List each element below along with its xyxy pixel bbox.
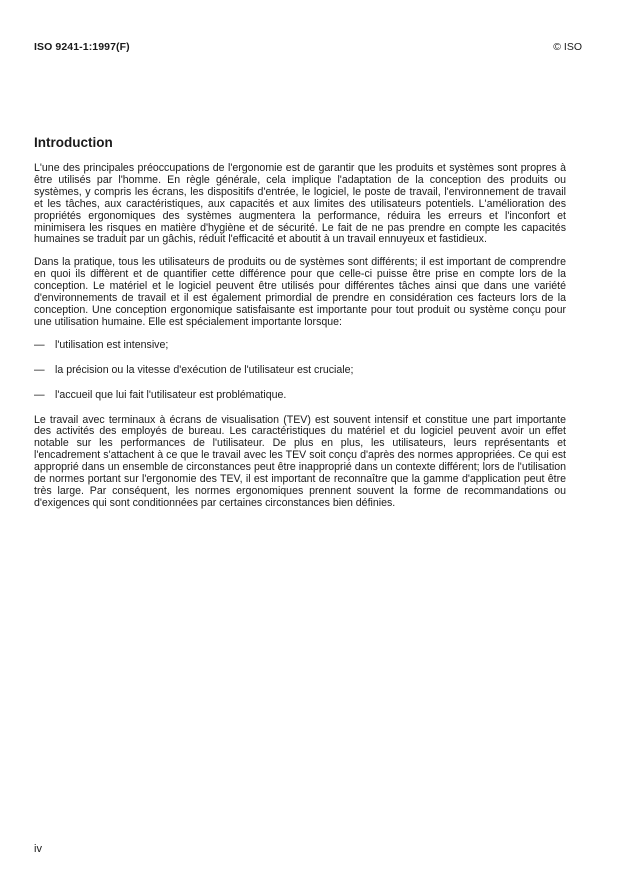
- paragraph: Dans la pratique, tous les utilisateurs de produits ou de systèmes sont différents; il est important de comprendre en quoi ils diffèrent et de quantifier cette différence pour que celle-ci puisse être prise en compte lors de la conception. Le matériel et le logiciel peuvent être utilisés pour différentes tâches ainsi que dans une variété d'environnements de travail et il est également primordial de prendre en considération ces facteurs lors de la conception. Une conception ergonomique satisfaisante est importante pour tout produit ou système conçu pour une utilisation humaine. Elle est spécialement importante lorsque:: [34, 256, 566, 328]
- copyright-notice: © ISO: [553, 41, 582, 53]
- page-number: iv: [34, 843, 42, 855]
- list-item-text: la précision ou la vitesse d'exécution de l'utilisateur est cruciale;: [55, 363, 354, 376]
- list-item: [34, 390, 566, 402]
- list-item-text: l'utilisation est intensive;: [55, 338, 169, 351]
- list-dash: —: [34, 338, 45, 351]
- requirement-list: [34, 340, 566, 402]
- list-item-text: l'accueil que lui fait l'utilisateur est problématique.: [55, 388, 287, 401]
- section-title: Introduction: [34, 135, 113, 150]
- list-dash: —: [34, 388, 45, 401]
- paragraph: L'une des principales préoccupations de l'ergonomie est de garantir que les produits et systèmes sont propres à être utilisés par l'homme. En règle générale, cela implique l'adaptation de la conception des produits ou systèmes, y compris les écrans, les dispositifs d'entrée, le logiciel, le poste de travail, l'environnement de travail et les tâches, aux caractéristiques, aux capacités et aux limites des utilisateurs potentiels. L'amélioration des propriétés ergonomiques des systèmes augmentera la performance, réduira les erreurs et l'inconfort et minimisera les risques en matière d'hygiène et de sécurité. Le fait de ne pas prendre en compte les capacités humaines se traduit par un gâchis, réduit l'efficacité et aboutit à un travail ennuyeux et fastidieux.: [34, 162, 566, 246]
- list-dash: —: [34, 363, 45, 376]
- paragraph: Le travail avec terminaux à écrans de visualisation (TEV) est souvent intensif et constitue une part importante des activités des employés de bureau. Les caractéristiques du matériel et du logiciel peuvent avoir un effet notable sur les performances de l'utilisateur. De plus en plus, les utilisateurs, leurs représentants et l'encadrement s'attachent à ce que le travail avec les TEV soit conçu d'après des normes appropriées. Ce qui est approprié dans un ensemble de circonstances peut être inapproprié dans un contexte différent; lors de l'utilisation de normes portant sur l'ergonomie des TEV, il est important de reconnaître que la gamme d'application peut être très large. Par conséquent, les normes ergonomiques prennent souvent la forme de recommandations ou d'exigences qui sont conditionnées par certaines circonstances bien définies.: [34, 413, 566, 509]
- section-body: [34, 163, 566, 521]
- list-item: [34, 365, 566, 377]
- list-item: [34, 340, 566, 352]
- standard-identifier: ISO 9241-1:1997(F): [34, 41, 130, 53]
